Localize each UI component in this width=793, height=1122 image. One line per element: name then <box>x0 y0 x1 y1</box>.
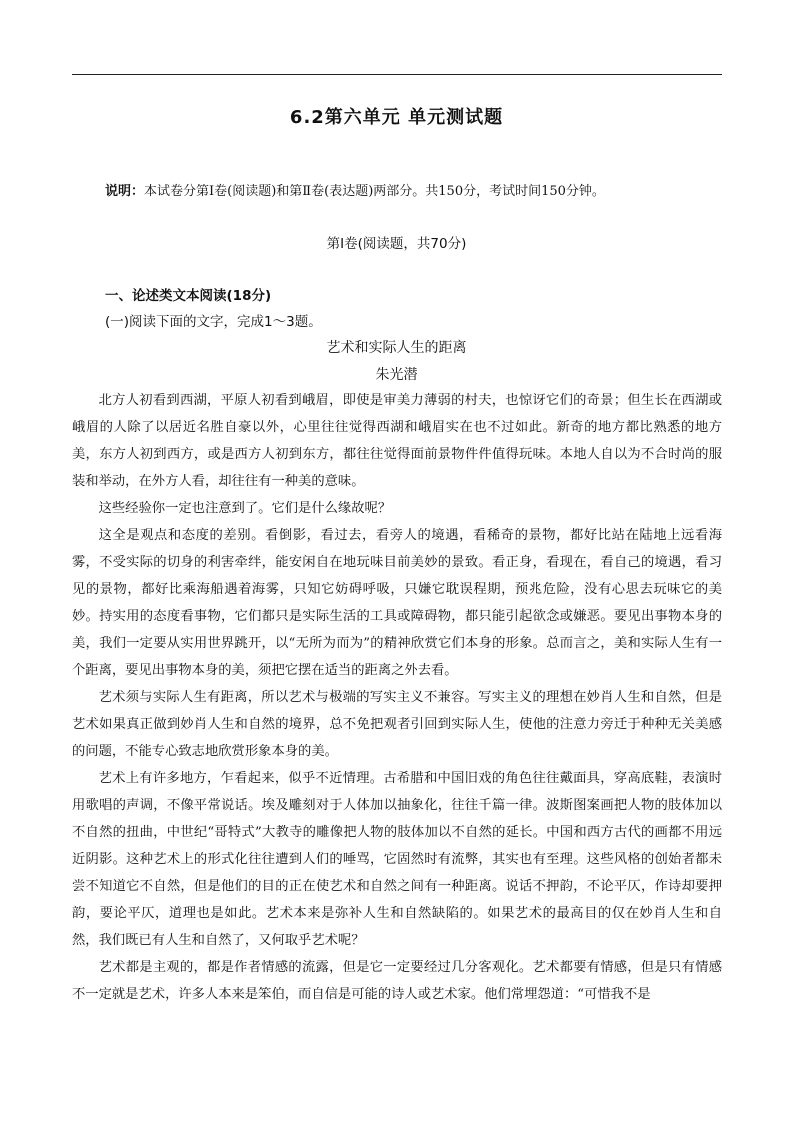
paragraph: 北方人初看到西湖，平原人初看到峨眉，即使是审美力薄弱的村夫，也惊讶它们的奇景；但生长在西湖或峨眉的人除了以居近名胜自豪以外，心里往往觉得西湖和峨眉实在也不过如此。新奇的地方都比熟悉的地方美，东方人初到西方，或是西方人初到东方，都往往觉得面前景物件件值得玩味。本地人自以为不合时尚的服装和举动，在外方人看，却往往有一种美的意味。 <box>72 393 722 489</box>
article-author: 朱光潜 <box>375 367 418 383</box>
paragraph: 这全是观点和态度的差别。看倒影，看过去，看旁人的境遇，看稀奇的景物，都好比站在陆地上远看海雾，不受实际的切身的利害牵绊，能安闲自在地玩味目前美妙的景致。看正身，看现在，看自己的境遇，看习见的景物，都好比乘海船遇着海雾，只知它妨碍呼吸，只嫌它耽误程期，预兆危险，没有心思去玩味它的美妙。持实用的态度看事物，它们都只是实际生活的工具或障碍物，都只能引起欲念或嫌恶。要见出事物本身的美，我们一定要从实用世界跳开，以“无所为而为”的精神欣赏它们本身的形象。总而言之，美和实际人生有一个距离，要见出事物本身的美，须把它摆在适当的距离之外去看。 <box>72 528 722 678</box>
section-heading: 一、论述类文本阅读(18分) <box>105 288 272 304</box>
description-label: 说明： <box>105 184 145 199</box>
section-instruction: (一)阅读下面的文字，完成1～3题。 <box>105 314 322 330</box>
exam-description <box>105 180 725 199</box>
header-rule <box>72 74 722 75</box>
part-title: 第Ⅰ卷(阅读题，共70分) <box>326 236 467 252</box>
paragraph: 艺术上有许多地方，乍看起来，似乎不近情理。古希腊和中国旧戏的角色往往戴面具，穿高底鞋，表演时用歌唱的声调，不像平常说话。埃及雕刻对于人体加以抽象化，往往千篇一律。波斯图案画把人物的肢体加以不自然的扭曲，中世纪“哥特式”大教寺的雕像把人物的肢体加以不自然的延长。中国和西方古代的画都不用远近阴影。这种艺术上的形式化往往遭到人们的唾骂，它固然时有流弊，其实也有至理。这些风格的创始者都未尝不知道它不自然，但是他们的目的正在使艺术和自然之间有一种距离。说话不押韵，不论平仄，作诗却要押韵，要论平仄，道理也是如此。艺术本来是弥补人生和自然缺陷的。如果艺术的最高目的仅在妙肖人生和自然，我们既已有人生和自然了，又何取乎艺术呢？ <box>72 771 722 948</box>
paragraph: 艺术须与实际人生有距离，所以艺术与极端的写实主义不兼容。写实主义的理想在妙肖人生和自然，但是艺术如果真正做到妙肖人生和自然的境界，总不免把观者引回到实际人生，使他的注意力旁迁于种种无关美感的问题，不能专心致志地欣赏形象本身的美。 <box>72 690 722 759</box>
paragraph: 这些经验你一定也注意到了。它们是什么缘故呢？ <box>98 501 392 516</box>
page-title: 6.2第六单元 单元测试题 <box>289 107 504 128</box>
article-title: 艺术和实际人生的距离 <box>326 340 467 356</box>
paragraph: 艺术都是主观的，都是作者情感的流露，但是它一定要经过几分客观化。艺术都要有情感，但是只有情感不一定就是艺术，许多人本来是笨伯，而自信是可能的诗人或艺术家。他们常埋怨道：“可惜我不是 <box>72 960 722 1002</box>
description-text: 本试卷分第Ⅰ卷(阅读题)和第Ⅱ卷(表达题)两部分。共150分，考试时间150分钟。 <box>144 184 605 199</box>
article-body <box>72 387 722 1008</box>
